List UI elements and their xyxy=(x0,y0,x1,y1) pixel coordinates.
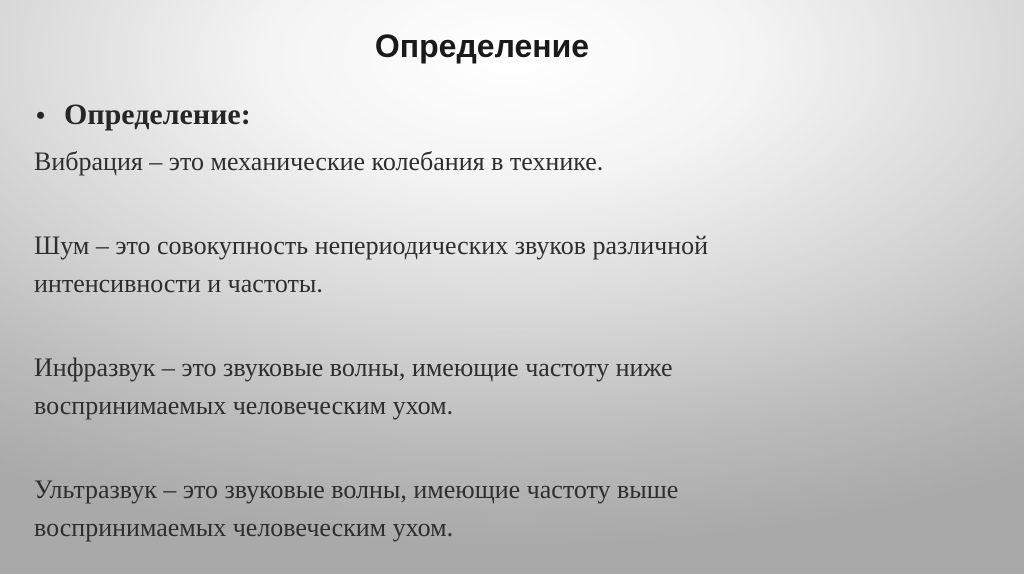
definition-ultrasound xyxy=(34,471,994,547)
bullet-icon: • xyxy=(36,101,46,130)
bullet-heading: Определение: xyxy=(64,98,251,131)
bullet-item xyxy=(36,96,994,135)
definition-line: Ультразвук – это звуковые волны, имеющие частоту выше xyxy=(34,475,679,504)
definition-line: Шум – это совокупность непериодических звуков различной xyxy=(34,231,709,260)
definition-line: воспринимаемых человеческим ухом. xyxy=(34,391,454,420)
slide-title: Определение xyxy=(374,28,590,64)
definition-infrasound xyxy=(34,349,994,425)
definition-line: Инфразвук – это звуковые волны, имеющие частоту ниже xyxy=(34,353,673,382)
definition-line: Вибрация – это механические колебания в технике. xyxy=(34,147,604,176)
definition-line: интенсивности и частоты. xyxy=(34,269,323,298)
definition-vibration xyxy=(34,143,994,181)
slide-body xyxy=(34,96,994,547)
definition-line: воспринимаемых человеческим ухом. xyxy=(34,513,454,542)
definition-noise xyxy=(34,227,994,303)
